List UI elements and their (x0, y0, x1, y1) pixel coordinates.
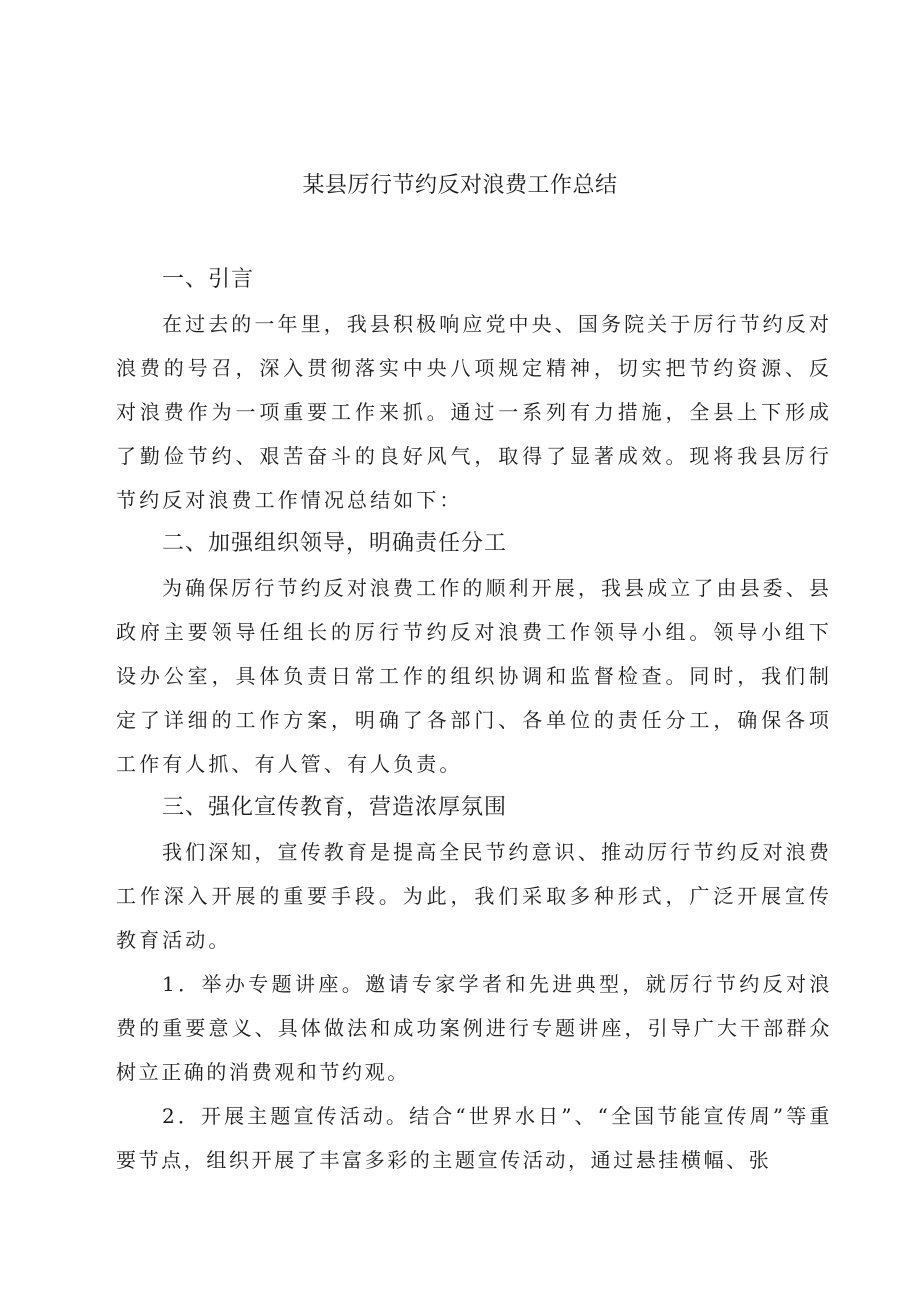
list-item: 2．开展主题宣传活动。结合“世界水日”、“全国节能宣传周”等重要节点，组织开展了丰富多彩的主题宣传活动，通过悬挂横幅、张 (116, 1104, 832, 1172)
paragraph: 我们深知，宣传教育是提高全民节约意识、推动厉行节约反对浪费工作深入开展的重要手段。为此，我们采取多种形式，广泛开展宣传教育活动。 (116, 840, 832, 952)
paragraph: 在过去的一年里，我县积极响应党中央、国务院关于厉行节约反对浪费的号召，深入贯彻落实中央八项规定精神，切实把节约资源、反对浪费作为一项重要工作来抓。通过一系列有力措施，全县上下形成了勤俭节约、艰苦奋斗的良好风气，取得了显著成效。现将我县厉行节约反对浪费工作情况总结如下： (116, 312, 832, 512)
section-publicity (116, 786, 832, 1182)
list-item: 1．举办专题讲座。邀请专家学者和先进典型，就厉行节约反对浪费的重要意义、具体做法和成功案例进行专题讲座，引导广大干部群众树立正确的消费观和节约观。 (116, 972, 832, 1084)
document-title: 某县厉行节约反对浪费工作总结 (302, 173, 618, 198)
document-body (116, 258, 832, 1182)
paragraph: 为确保厉行节约反对浪费工作的顺利开展，我县成立了由县委、县政府主要领导任组长的厉行节约反对浪费工作领导小组。领导小组下设办公室，具体负责日常工作的组织协调和监督检查。同时，我们制定了详细的工作方案，明确了各部门、各单位的责任分工，确保各项工作有人抓、有人管、有人负责。 (116, 576, 832, 776)
section-organization (116, 522, 832, 786)
section-heading: 二、加强组织领导，明确责任分工 (162, 531, 508, 556)
section-heading: 一、引言 (162, 267, 255, 292)
section-introduction (116, 258, 832, 522)
section-heading: 三、强化宣传教育，营造浓厚氛围 (162, 795, 508, 820)
